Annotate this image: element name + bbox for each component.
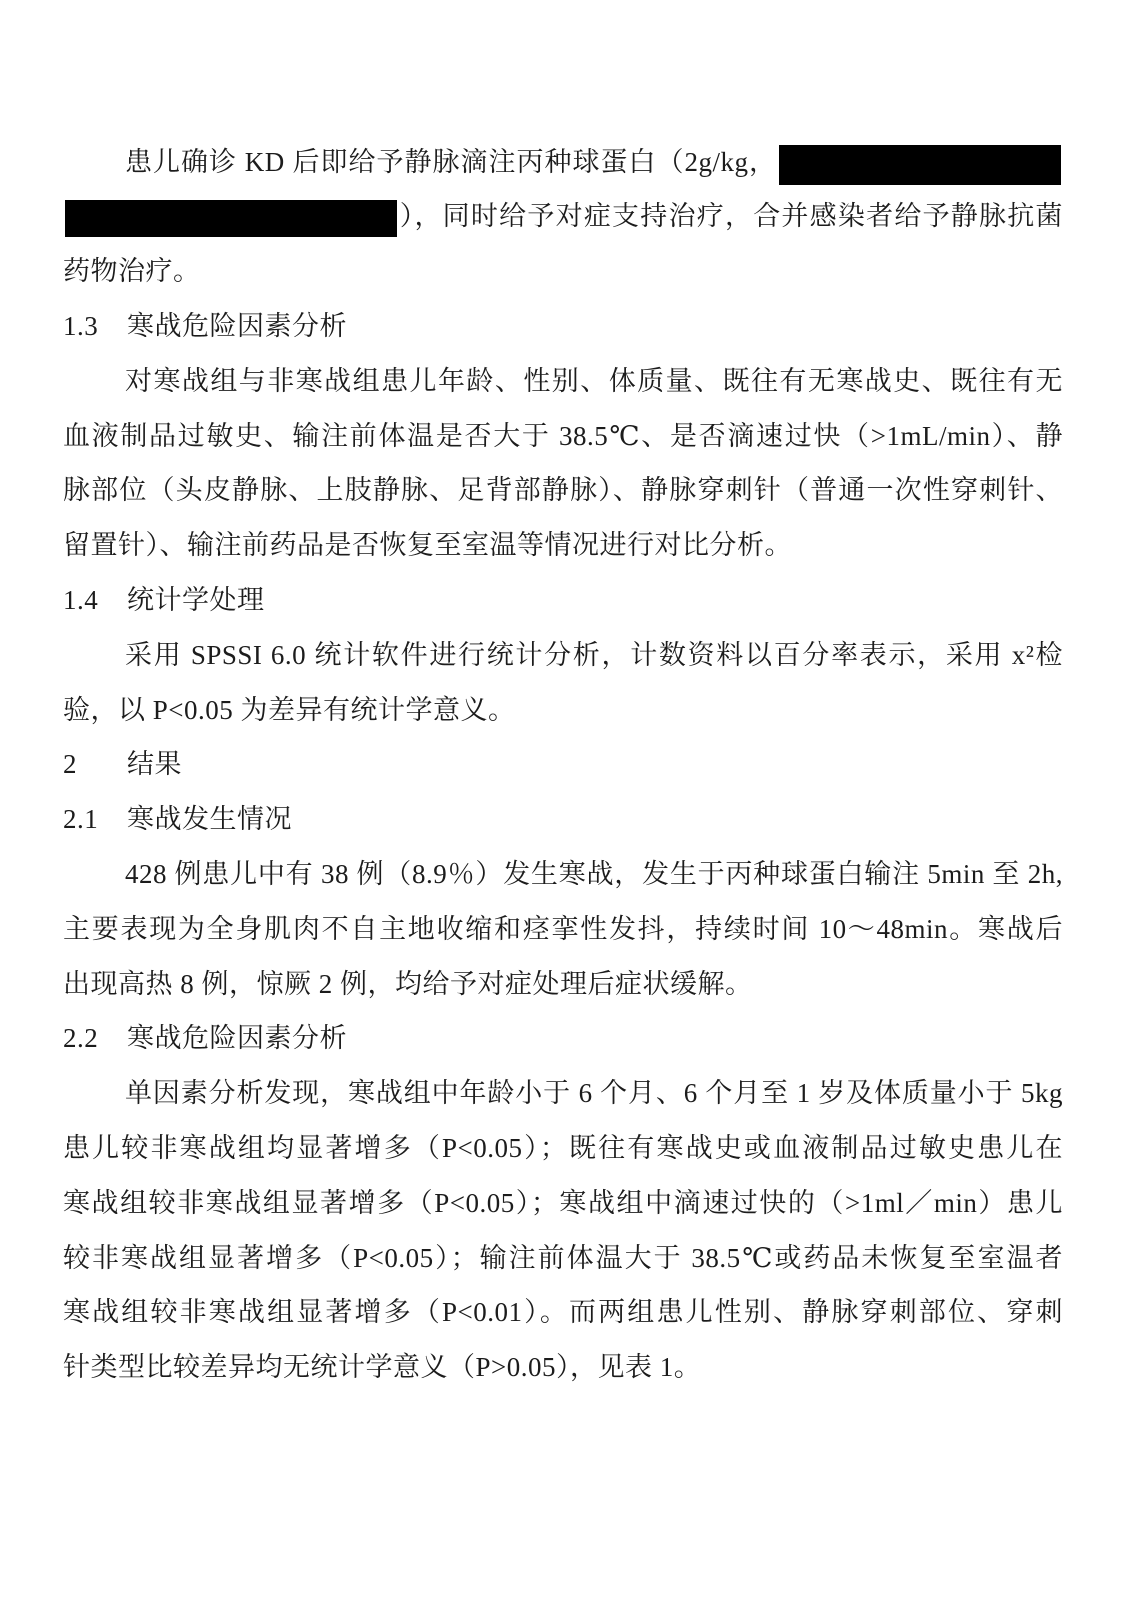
- text-line: [63, 683, 1063, 738]
- text-line: [63, 518, 1063, 573]
- text-segment: 血液制品过敏史、输注前体温是否大于 38.5℃、是否滴速过快（>1mL/min）、静: [63, 421, 1063, 451]
- heading-number: 2.1: [63, 804, 99, 834]
- redaction-bar: [779, 145, 1061, 185]
- text-line: [63, 902, 1063, 957]
- text-line: [63, 463, 1063, 518]
- text-line: [63, 957, 1063, 1012]
- text-line: [63, 1066, 1063, 1121]
- heading-number: 1.3: [63, 311, 99, 341]
- text-line: [63, 847, 1063, 902]
- section-heading: [63, 1011, 1063, 1066]
- text-line: [63, 135, 1063, 190]
- heading-title: 寒战发生情况: [127, 804, 292, 834]
- text-line: [63, 1231, 1063, 1286]
- section-heading: [63, 299, 1063, 354]
- section-heading: [63, 737, 1063, 792]
- text-segment: 单因素分析发现，寒战组中年龄小于 6 个月、6 个月至 1 岁及体质量小于 5kg: [125, 1078, 1063, 1108]
- heading-title: 结果: [127, 749, 182, 779]
- text-segment: 寒战组较非寒战组显著增多（P<0.05）；寒战组中滴速过快的（>1ml／min）患儿: [63, 1188, 1063, 1218]
- text-line: [63, 1340, 1063, 1395]
- text-line: [63, 1285, 1063, 1340]
- heading-number: 1.4: [63, 585, 99, 615]
- text-segment: 药物治疗。: [63, 256, 201, 286]
- redaction-bar: [65, 200, 397, 237]
- text-segment: 留置针）、输注前药品是否恢复至室温等情况进行对比分析。: [63, 530, 792, 560]
- text-segment: 采用 SPSSI 6.0 统计软件进行统计分析，计数资料以百分率表示，采用 x²检: [125, 640, 1063, 670]
- heading-number: 2: [63, 749, 77, 779]
- text-segment: 428 例患儿中有 38 例（8.9％）发生寒战，发生于丙种球蛋白输注 5min 至 2h,: [125, 859, 1063, 889]
- text-line: [63, 189, 1063, 244]
- section-heading: [63, 573, 1063, 628]
- heading-title: 统计学处理: [127, 585, 265, 615]
- text-line: [63, 244, 1063, 299]
- text-segment: 患儿较非寒战组均显著增多（P<0.05）；既往有寒战史或血液制品过敏史患儿在: [63, 1133, 1063, 1163]
- text-segment: 主要表现为全身肌肉不自主地收缩和痉挛性发抖，持续时间 10～48min。寒战后: [63, 914, 1063, 944]
- section-heading: [63, 792, 1063, 847]
- text-segment: 出现高热 8 例，惊厥 2 例，均给予对症处理后症状缓解。: [63, 969, 753, 999]
- text-segment: ），同时给予对症支持治疗，合并感染者给予静脉抗菌: [399, 201, 1063, 231]
- text-segment: 脉部位（头皮静脉、上肢静脉、足背部静脉）、静脉穿刺针（普通一次性穿刺针、: [63, 475, 1063, 505]
- text-segment: 寒战组较非寒战组显著增多（P<0.01）。而两组患儿性别、静脉穿刺部位、穿刺: [63, 1297, 1063, 1327]
- heading-title: 寒战危险因素分析: [127, 311, 347, 341]
- text-line: [63, 1121, 1063, 1176]
- text-segment: 较非寒战组显著增多（P<0.05）；输注前体温大于 38.5℃或药品未恢复至室温者: [63, 1243, 1063, 1273]
- text-line: [63, 1176, 1063, 1231]
- text-segment: 对寒战组与非寒战组患儿年龄、性别、体质量、既往有无寒战史、既往有无: [125, 366, 1063, 396]
- heading-title: 寒战危险因素分析: [127, 1023, 347, 1053]
- text-segment: 患儿确诊 KD 后即给予静脉滴注丙种球蛋白（2g/kg，: [125, 147, 777, 177]
- text-segment: 验，以 P<0.05 为差异有统计学意义。: [63, 695, 516, 725]
- text-segment: 针类型比较差异均无统计学意义（P>0.05），见表 1。: [63, 1352, 702, 1382]
- text-line: [63, 409, 1063, 464]
- text-line: [63, 354, 1063, 409]
- heading-number: 2.2: [63, 1023, 99, 1053]
- text-line: [63, 628, 1063, 683]
